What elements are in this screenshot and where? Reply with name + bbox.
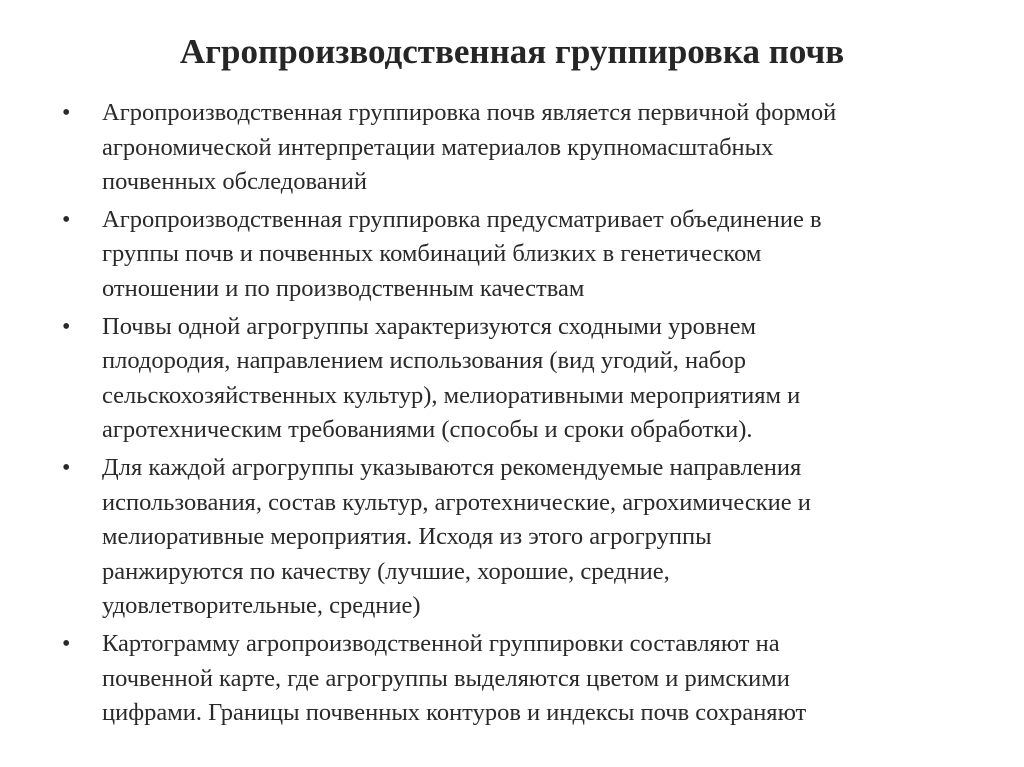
bullet-marker: •	[62, 454, 71, 481]
bullet-item-3	[60, 310, 990, 448]
bullet-item-2	[60, 203, 990, 307]
bullet-line: группы почв и почвенных комбинаций близких в генетическом	[102, 240, 762, 268]
bullet-line: почвенной карте, где агрогруппы выделяются цветом и римскими	[102, 664, 790, 692]
bullet-line: Для каждой агрогруппы указываются рекомендуемые направления	[102, 453, 802, 481]
bullet-line: плодородия, направлением использования (вид угодий, набор	[102, 347, 746, 375]
bullet-marker: •	[62, 313, 71, 340]
bullet-item-1	[60, 96, 990, 200]
bullet-line: использования, состав культур, агротехнические, агрохимические и	[102, 488, 811, 516]
bullet-line: ранжируются по качеству (лучшие, хорошие, средние,	[102, 557, 670, 585]
bullet-line: агротехническим требованиями (способы и сроки обработки).	[102, 416, 753, 444]
slide-title: Агропроизводственная группировка почв	[179, 32, 845, 71]
bullet-line: мелиоративные мероприятия. Исходя из этого агрогруппы	[102, 523, 712, 551]
bullet-marker: •	[62, 206, 71, 233]
bullet-line: отношении и по производственным качествам	[102, 274, 585, 302]
bullet-marker: •	[62, 630, 71, 657]
bullet-line: цифрами. Границы почвенных контуров и индексы почв сохраняют	[102, 699, 807, 727]
bullet-list	[60, 96, 990, 734]
bullet-line: Агропроизводственная группировка предусматривает объединение в	[102, 205, 822, 233]
bullet-line: почвенных обследований	[102, 168, 367, 196]
bullet-line: Почвы одной агрогруппы характеризуются сходными уровнем	[102, 312, 756, 340]
bullet-line: Картограмму агропроизводственной группировки составляют на	[102, 629, 780, 657]
bullet-line: агрономической интерпретации материалов крупномасштабных	[102, 133, 774, 161]
bullet-item-4	[60, 451, 990, 624]
bullet-item-5	[60, 627, 990, 731]
bullet-marker: •	[62, 100, 71, 126]
bullet-line: Агропроизводственная группировка почв является первичной формой	[102, 99, 837, 126]
bullet-line: сельскохозяйственных культур), мелиоративными мероприятиям и	[102, 381, 801, 409]
bullet-line: удовлетворительные, средние)	[102, 592, 421, 620]
